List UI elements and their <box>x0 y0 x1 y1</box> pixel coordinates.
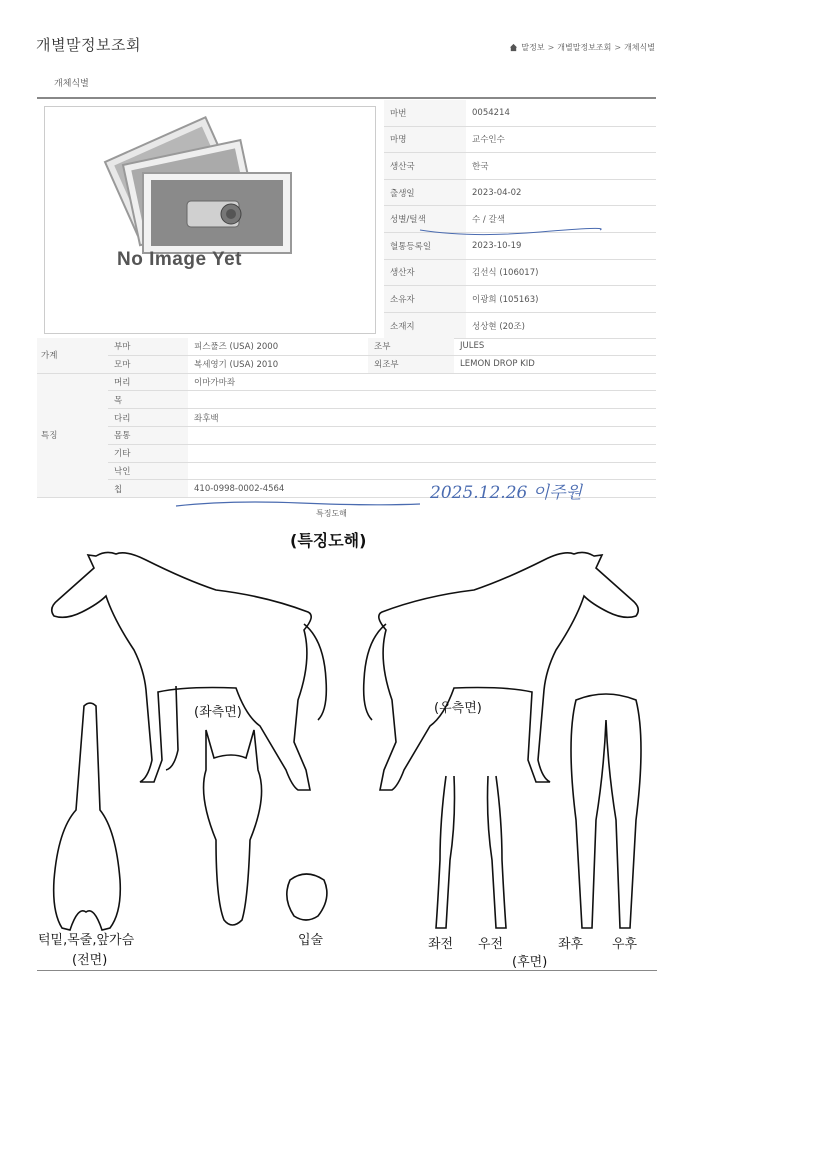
pedigree-value[interactable]: 피스풀즈 (USA) 2000 <box>188 338 368 355</box>
horse-feature-diagram <box>36 520 657 972</box>
pedigree-group-label: 가계 <box>37 338 108 373</box>
info-label: 마명 <box>384 126 466 153</box>
info-value: 2023-10-19 <box>466 232 656 259</box>
fore-left-label: 좌전 <box>428 937 454 952</box>
pedigree-label: 외조부 <box>368 355 454 373</box>
info-value: 한국 <box>466 153 656 180</box>
forelegs-drawing <box>436 776 506 928</box>
feature-value: 410-0998-0002-4564 <box>188 480 656 498</box>
fore-right-label: 우전 <box>478 937 504 952</box>
left-side-label: (좌측면) <box>194 705 242 720</box>
info-value[interactable]: 김선식 (106017) <box>466 259 656 286</box>
pedigree-value[interactable]: LEMON DROP KID <box>454 355 656 373</box>
info-value: 교수인수 <box>466 126 656 153</box>
info-label: 출생일 <box>384 179 466 206</box>
pedigree-label: 조부 <box>368 338 454 355</box>
left-side-horse-drawing <box>52 552 327 790</box>
feature-label: 다리 <box>108 409 188 427</box>
breadcrumb-item-individual-lookup[interactable]: 개별말정보조회 <box>557 43 612 52</box>
no-image-label: No Image Yet <box>117 249 242 270</box>
info-label: 소유자 <box>384 286 466 313</box>
pedigree-label: 부마 <box>108 338 188 355</box>
info-label: 혈통등록일 <box>384 232 466 259</box>
pedigree-label: 모마 <box>108 355 188 373</box>
breadcrumb-item-horse-info[interactable]: 말정보 <box>521 43 545 52</box>
front-neck-drawing <box>54 703 121 930</box>
rear-view-label: (후면) <box>512 955 548 970</box>
right-side-horse-drawing <box>364 552 639 790</box>
right-side-label: (우측면) <box>434 701 482 716</box>
info-label: 마번 <box>384 100 466 126</box>
front-view-label: 턱밑,목줄,앞가슴 <box>38 933 135 948</box>
feature-label: 낙인 <box>108 462 188 480</box>
muzzle-label: 입술 <box>298 933 324 948</box>
pedigree-value[interactable]: JULES <box>454 338 656 355</box>
feature-label: 칩 <box>108 480 188 498</box>
handwritten-note: 2025.12.26 이주원 <box>430 483 583 503</box>
rear-view-drawing <box>571 694 641 928</box>
tab-identification[interactable]: 개체식별 <box>54 79 89 89</box>
breadcrumb-item-identification[interactable]: 개체식별 <box>624 43 655 52</box>
hind-left-label: 좌후 <box>558 937 584 952</box>
feature-label: 기타 <box>108 444 188 462</box>
handwritten-annotation <box>0 0 815 520</box>
diagram-caption: 특징도해 <box>316 509 347 518</box>
feature-label: 몸통 <box>108 426 188 444</box>
hind-right-label: 우후 <box>612 937 638 952</box>
info-value: 2023-04-02 <box>466 179 656 206</box>
info-label: 성별/털색 <box>384 206 466 233</box>
front-view-sublabel: (전면) <box>72 953 108 968</box>
muzzle-drawing <box>287 874 327 920</box>
info-value: 수 / 갈색 <box>466 206 656 233</box>
breadcrumb-separator: > <box>547 43 555 52</box>
info-label: 생산국 <box>384 153 466 180</box>
feature-value: 좌후백 <box>188 409 656 427</box>
face-drawing <box>204 730 262 925</box>
info-label: 소재지 <box>384 312 466 339</box>
diagram-title: (특징도해) <box>290 531 367 550</box>
pedigree-value[interactable]: 복세영기 (USA) 2010 <box>188 355 368 373</box>
info-label: 생산자 <box>384 259 466 286</box>
breadcrumb-separator: > <box>614 43 622 52</box>
info-value[interactable]: 이광희 (105163) <box>466 286 656 313</box>
info-value: 0054214 <box>466 100 656 126</box>
diagram-bottom-border <box>37 970 657 971</box>
features-group-label: 특징 <box>37 373 108 498</box>
page-title: 개별말정보조회 <box>36 36 141 54</box>
feature-value: 이마가마좌 <box>188 373 656 391</box>
feature-label: 머리 <box>108 373 188 391</box>
info-value: 성상현 (20조) <box>466 312 656 339</box>
feature-label: 목 <box>108 391 188 409</box>
